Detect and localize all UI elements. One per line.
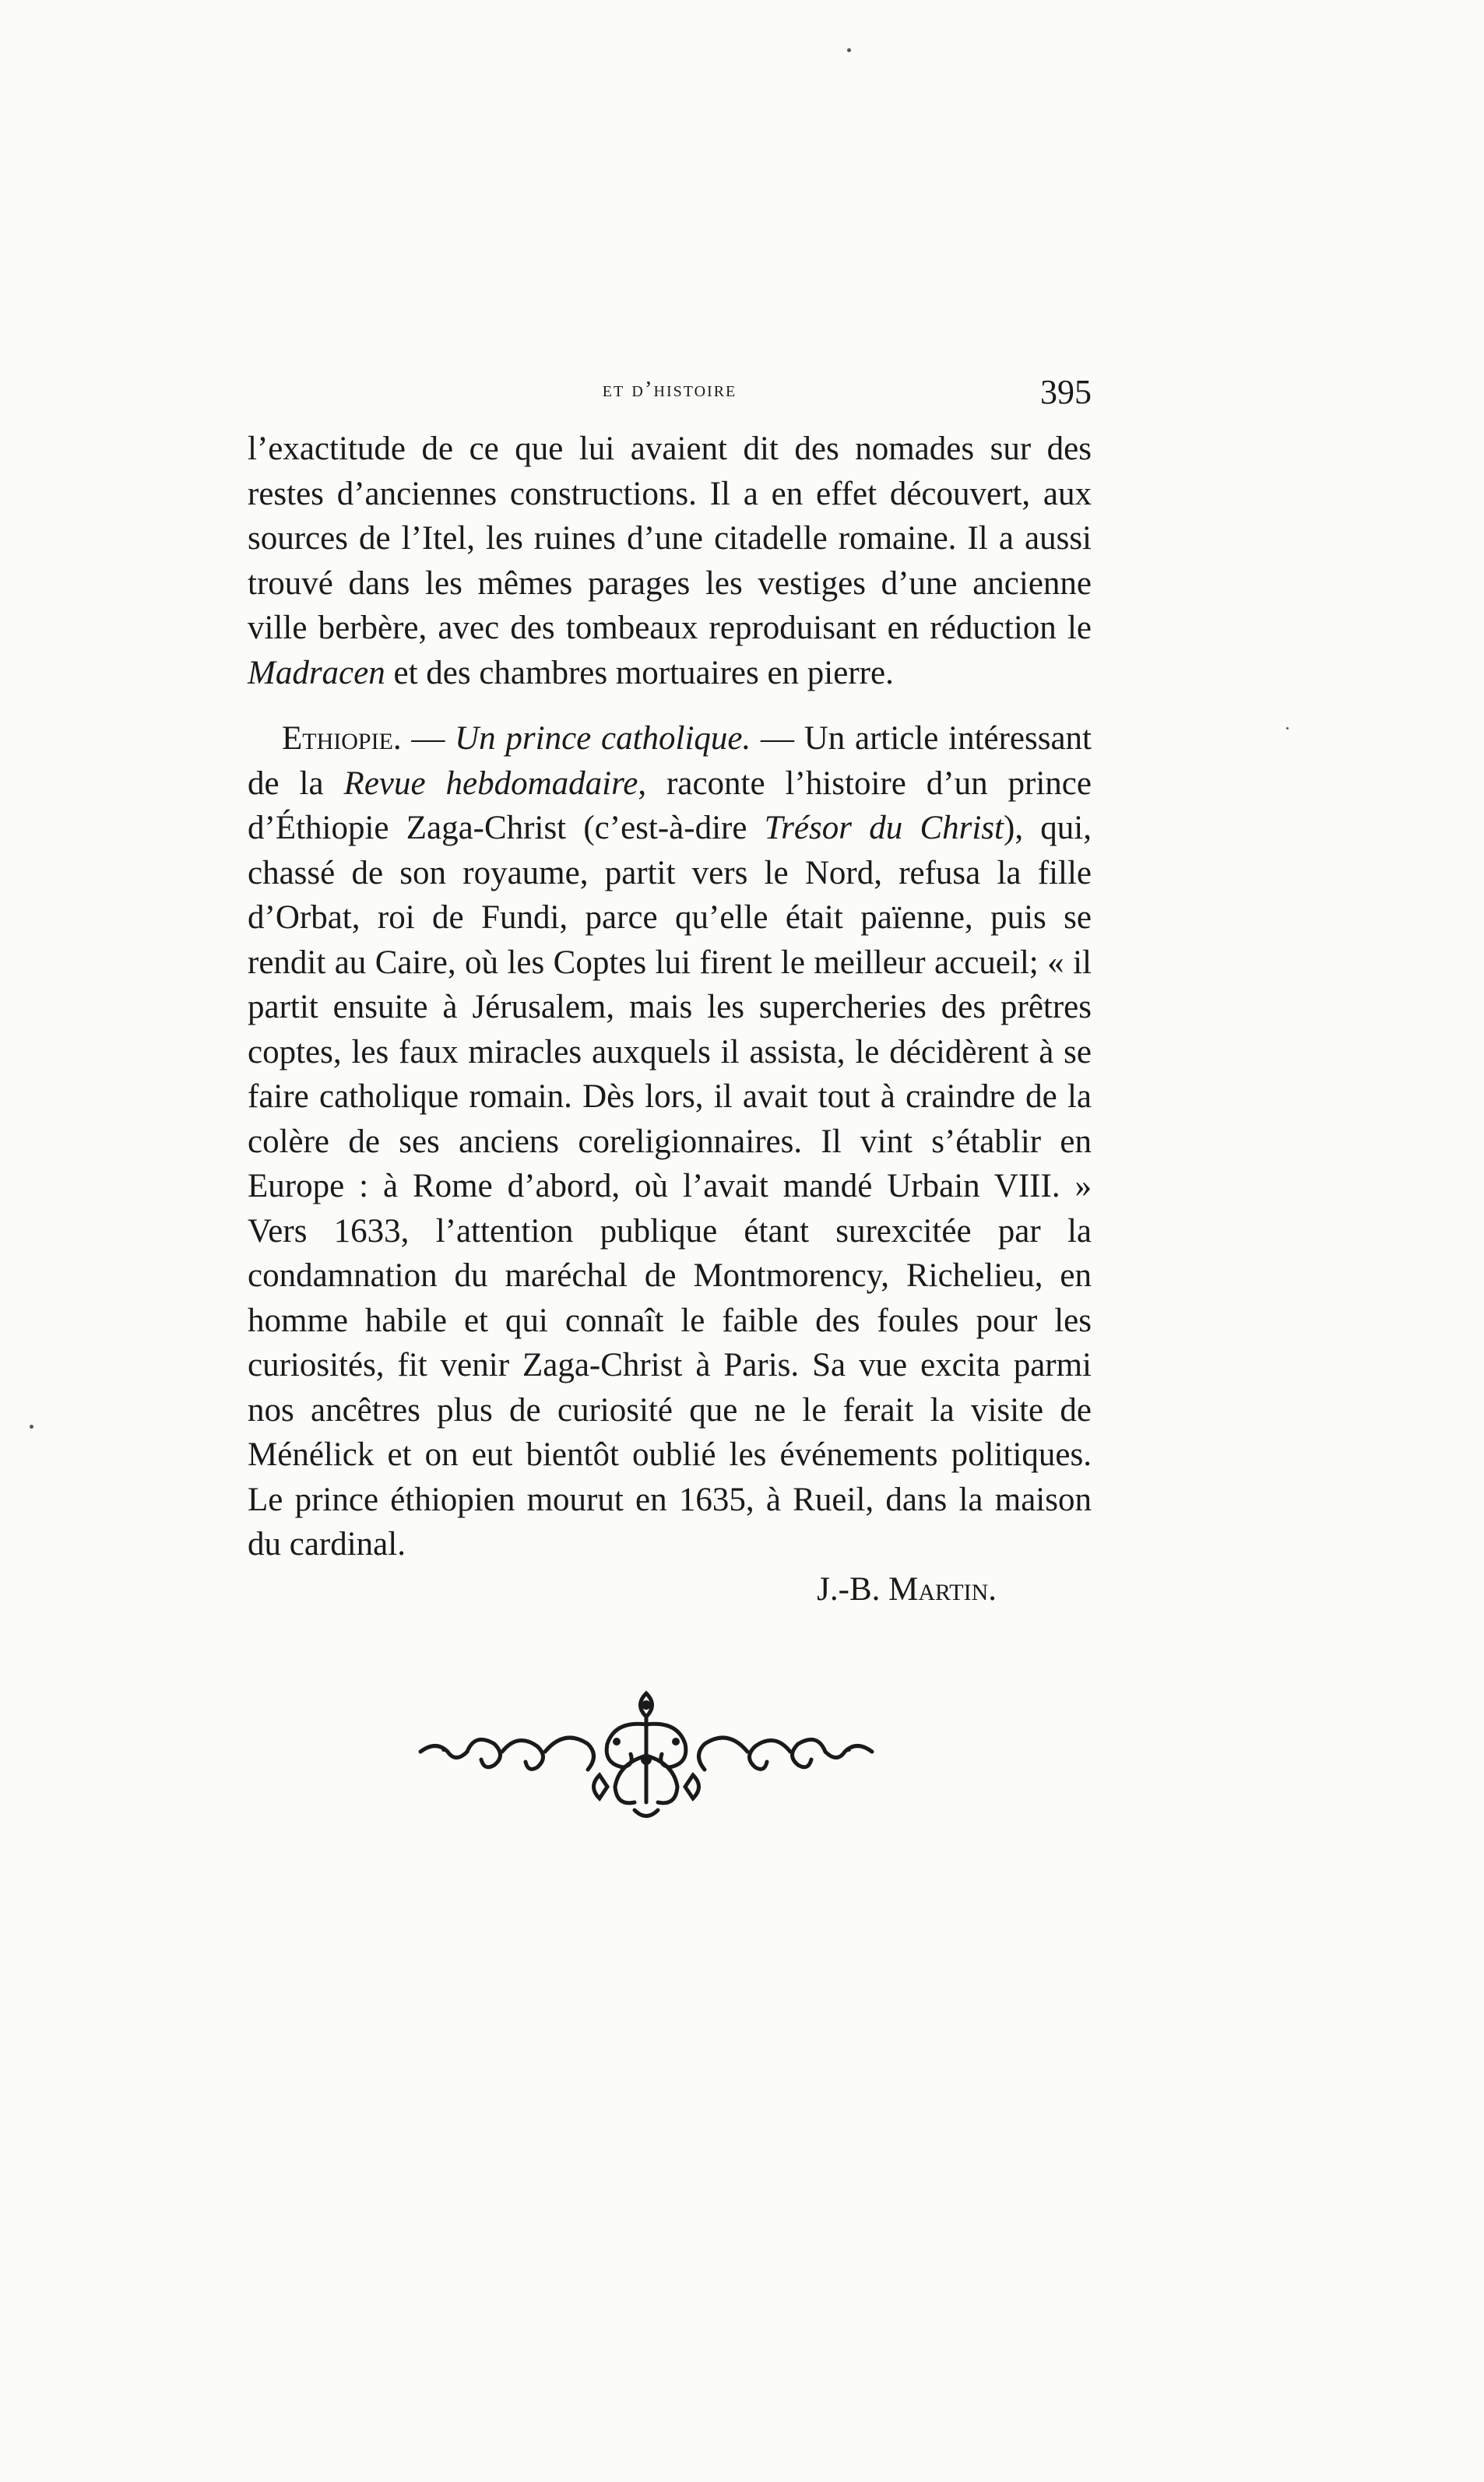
italic-place-name: Madracen — [248, 654, 385, 691]
paragraph-text: , raconte l’histoire d’un prince d’Éthiopie Zaga-Christ (c’est-à-dire — [248, 765, 1092, 846]
paragraph-text: ), qui, chassé de son royaume, partit vers le Nord, refusa la fille d’Orbat, roi de Fundi, parce qu’elle était païenne, puis se rendit au Caire, où les Coptes lui firent le meilleur accueil; « il partit ensuite à Jérusalem, mais les supercheries des prêtres coptes, les faux miracles auxquels il assista, le décidèrent à se faire catholique romain. Dès lors, il avait tout à craindre de la colère de ses anciens coreligionnaires. Il vint s’établir en Europe : à Rome d’abord, où l’avait mandé Urbain VIII. » Vers 1633, l’attention publique étant surexcitée par la condamnation du maréchal de Montmorency, Richelieu, en homme habile et qui connaît le faible des foules pour les curiosités, fit venir Zaga-Christ à Paris. Sa vue excita parmi nos ancêtres plus de curiosité que ne le ferait la visite de Ménélick et on eut bientôt oublié les événements politiques. Le prince éthiopien mourut en 1635, à Rueil, dans la maison du cardinal. — [248, 810, 1092, 1563]
page-number: 395 — [1040, 373, 1092, 411]
paragraph-text: — Un article intéressant de la — [248, 720, 1092, 802]
periodical-title: Revue hebdomadaire — [343, 765, 638, 802]
translation-phrase: Trésor du Christ — [764, 810, 1004, 846]
paragraph-text: l’exactitude de ce que lui avaient dit des nomades sur des restes d’anciennes constructions. Il a en effet découvert, aux sources de l’Itel, les ruines d’une citadelle romaine. Il a aussi trouvé dans les mêmes parages les vestiges d’une ancienne ville berbère, avec des tombeaux reproduisant en réduction le — [248, 431, 1092, 646]
author-signature: J.-B. Martin. — [817, 1570, 997, 1608]
dash: — — [401, 720, 455, 757]
paper-speck — [847, 48, 851, 52]
section-subheading: Un prince catholique. — [455, 720, 751, 757]
page-header — [248, 372, 1092, 427]
paragraph-ethiopie — [248, 716, 1092, 1567]
paragraph-madracen — [248, 427, 1092, 695]
paper-speck — [1286, 727, 1289, 729]
body-text — [248, 427, 1092, 1612]
fleuron-ornament — [413, 1678, 880, 1826]
paper-speck — [30, 1425, 33, 1429]
section-heading: Ethiopie. — [282, 720, 402, 757]
running-head: et d’histoire — [602, 377, 737, 402]
paragraph-text: et des chambres mortuaires en pierre. — [385, 654, 894, 691]
